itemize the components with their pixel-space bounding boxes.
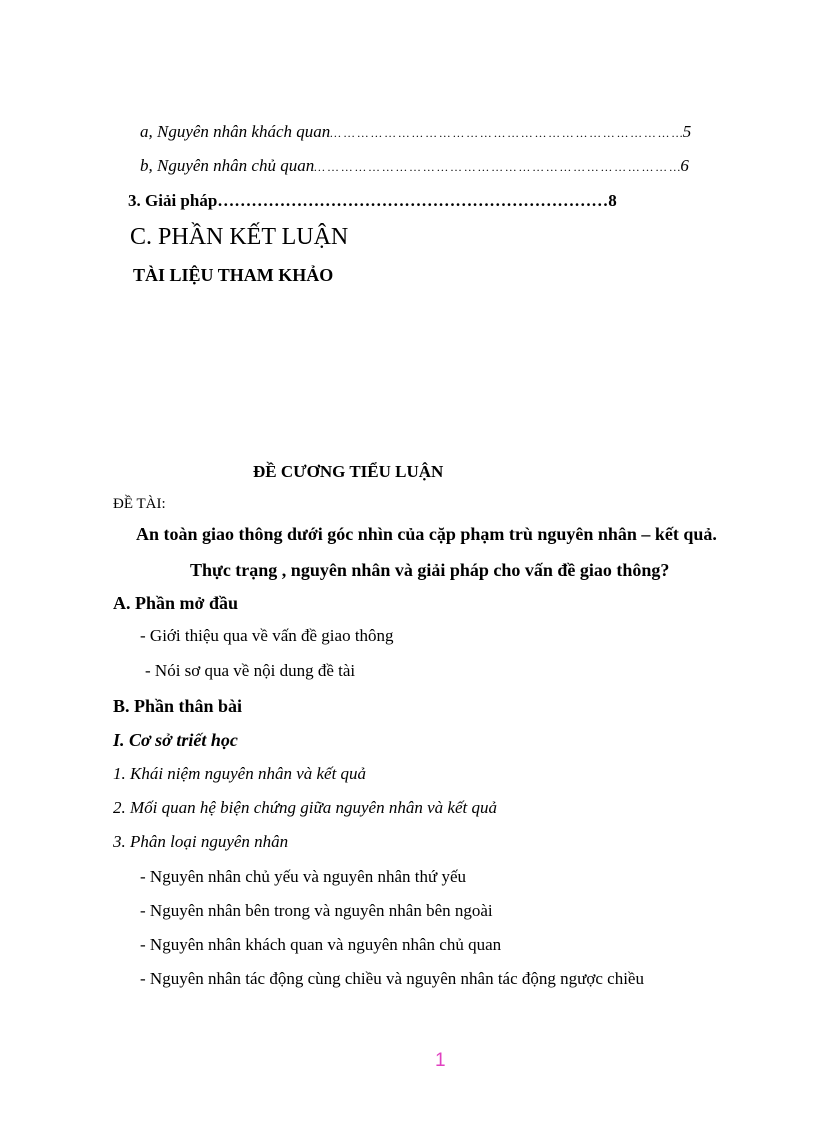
topic-line-2: Thực trạng , nguyên nhân và giải pháp cho vấn đề giao thông?	[190, 560, 670, 580]
toc-item-a	[140, 122, 691, 142]
sub-heading-2: 2. Mối quan hệ biện chứng giữa nguyên nhân và kết quả	[113, 798, 497, 817]
toc-item-a-text: a, Nguyên nhân khách quan	[140, 122, 331, 141]
toc-item-b-page: 6	[680, 156, 689, 175]
sub-3-item-2: - Nguyên nhân bên trong và nguyên nhân bên ngoài	[140, 901, 493, 920]
part-a-heading: A. Phần mở đầu	[113, 593, 238, 613]
page-number: 1	[435, 1050, 446, 1071]
part-a-item-1: - Giới thiệu qua về vấn đề giao thông	[140, 626, 394, 645]
toc-part-c: C. PHẦN KẾT LUẬN	[130, 224, 349, 250]
section-1-heading: I. Cơ sở triết học	[113, 730, 238, 750]
toc-item-a-page: 5	[682, 122, 692, 141]
outline-title: ĐỀ CƯƠNG TIỂU LUẬN	[253, 462, 444, 481]
topic-label: ĐỀ TÀI:	[113, 496, 166, 512]
toc-item-3-text: 3. Giải pháp	[128, 191, 218, 210]
topic-line-1: An toàn giao thông dưới góc nhìn của cặp phạm trù nguyên nhân – kết quả.	[136, 524, 717, 544]
toc-item-a-dots: … … … … … … … … … … … … … … … … … … … … … … … … … …	[330, 126, 683, 140]
part-a-item-2: - Nói sơ qua về nội dung đề tài	[145, 661, 356, 680]
toc-item-3	[128, 191, 617, 211]
toc-item-3-dots: ……………………………………………………………	[217, 191, 609, 210]
toc-item-b-dots: … … … … … … … … … … … … … … … … … … … … … … … … … … …	[314, 160, 681, 174]
toc-item-b-text: b, Nguyên nhân chủ quan	[140, 156, 315, 175]
toc-references: TÀI LIỆU THAM KHẢO	[133, 265, 334, 285]
sub-3-item-1: - Nguyên nhân chủ yếu và nguyên nhân thứ yếu	[140, 867, 466, 886]
sub-3-item-3: - Nguyên nhân khách quan và nguyên nhân chủ quan	[140, 935, 502, 954]
sub-3-item-4: - Nguyên nhân tác động cùng chiều và nguyên nhân tác động ngược chiều	[140, 969, 644, 988]
part-b-heading: B. Phần thân bài	[113, 696, 243, 716]
sub-heading-3: 3. Phân loại nguyên nhân	[113, 832, 289, 851]
toc-item-b	[140, 156, 689, 176]
sub-heading-1: 1. Khái niệm nguyên nhân và kết quả	[113, 764, 367, 783]
toc-item-3-page: 8	[608, 191, 617, 210]
